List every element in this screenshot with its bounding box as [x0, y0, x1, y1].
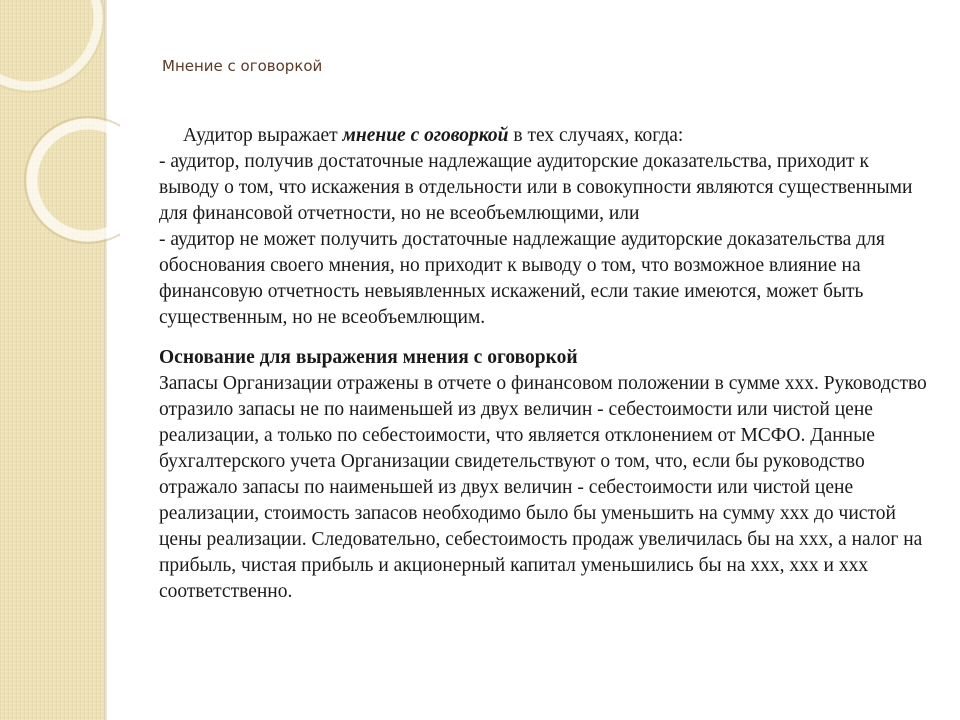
decorative-rings [0, 0, 120, 250]
intro-line [159, 123, 929, 149]
slide-title: Мнение с оговоркой [162, 57, 323, 75]
basis-heading: Основание для выражения мнения с оговоркой [159, 347, 578, 368]
condition-item-1: - аудитор, получив достаточные надлежащие аудиторские доказательства, приходит к выводу о том, что искажения в отдельности или в совокупности являются существенными для финансовой отчетности, но не всеобъемлющими, или [159, 151, 913, 224]
intro-trailing-text: в тех случаях, когда: [508, 125, 684, 146]
intro-lead-text: Аудитор выражает [183, 125, 343, 146]
basis-paragraph: Запасы Организации отражены в отчете о финансовом положении в сумме xxx. Руководство отразило запасы не по наименьшей из двух величин - себестоимости или чистой цене реализации, а только по себестоимости, что является отклонением от МСФО. Данные бухгалтерского учета Организации свидетельствуют о том, что, если бы руководство отражало запасы по наименьшей из двух величин - себестоимости или чистой цене реализации, стоимость запасов необходимо было бы уменьшить на сумму xxx до чистой цены реализации. Следовательно, себестоимость продаж увеличилась бы на xxx, а налог на прибыль, чистая прибыль и акционерный капитал уменьшились бы на xxx, xxx и xxx соответственно. [159, 373, 927, 602]
slide-body [159, 123, 929, 605]
paragraph-spacer [159, 331, 929, 345]
condition-item-2: - аудитор не может получить достаточные надлежащие аудиторские доказательства для обоснования своего мнения, но приходит к выводу о том, что возможное влияние на финансовую отчетность невыявленных искажений, если такие имеются, может быть существенным, но не всеобъемлющим. [159, 229, 885, 328]
intro-emphasis: мнение с оговоркой [342, 125, 509, 146]
